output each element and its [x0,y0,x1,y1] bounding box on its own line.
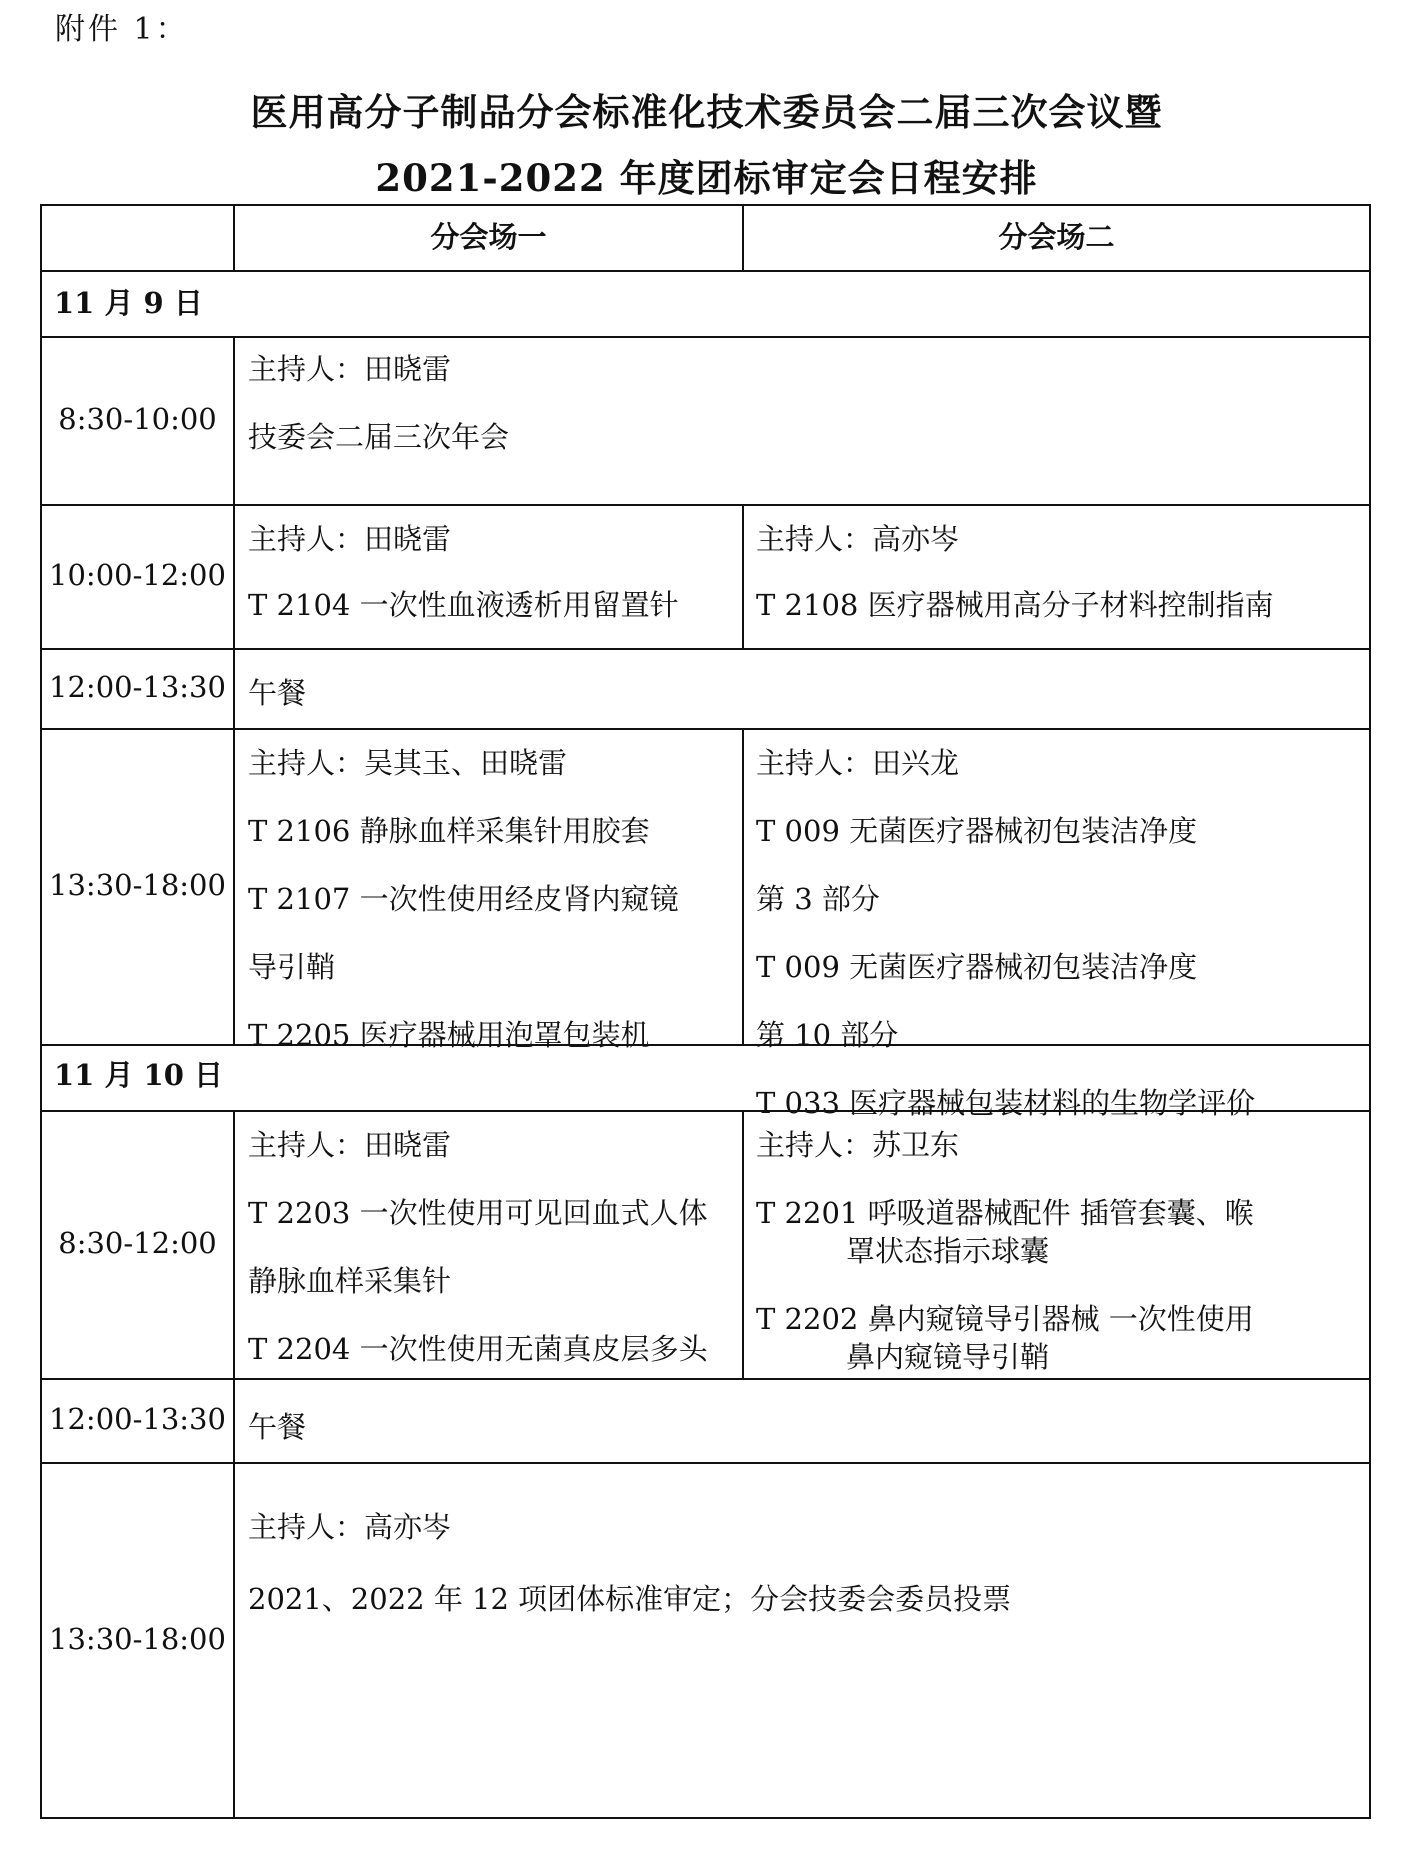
time-slot: 13:30-18:00 [49,1622,226,1656]
table-rule [40,1378,1371,1380]
session-item: T 2201 呼吸道器械配件 插管套囊、喉 [756,1196,1254,1230]
session-host: 主持人：吴其玉、田晓雷 [248,746,568,780]
table-rule [40,504,1371,506]
table-rule [40,1462,1371,1464]
session-item: 2021、2022 年 12 项团体标准审定；分会技委会委员投票 [248,1582,1012,1616]
schedule-table [40,204,1371,1819]
session-host: 主持人：田兴龙 [756,746,960,780]
document-title-line2: 2021-2022 年度团标审定会日程安排 [375,156,1038,200]
session-item: T 2107 一次性使用经皮肾内窥镜 [248,882,679,916]
session-item: T 2202 鼻内窥镜导引器械 一次性使用 [756,1302,1254,1336]
table-rule [233,1110,235,1819]
table-rule [40,1044,1371,1046]
session-host: 主持人：田晓雷 [248,1128,452,1162]
table-rule [40,204,1371,206]
session-host: 主持人：田晓雷 [248,352,452,386]
table-rule [742,504,744,648]
header-venue-2: 分会场二 [998,220,1115,254]
table-rule [40,648,1371,650]
session-item: 鼻内窥镜导引鞘 [846,1340,1050,1374]
session-item: T 2203 一次性使用可见回血式人体 [248,1196,708,1230]
session-item: T 2104 一次性血液透析用留置针 [248,588,679,622]
session-item: 第 10 部分 [756,1018,899,1052]
table-rule [742,1110,744,1378]
session-host: 主持人：田晓雷 [248,522,452,556]
session-host: 主持人：高亦岑 [756,522,960,556]
time-slot: 8:30-12:00 [58,1226,217,1260]
time-slot: 10:00-12:00 [49,558,226,592]
date-day-2: 11 月 10 日 [54,1058,224,1092]
table-rule [40,270,1371,272]
session-item: 第 3 部分 [756,882,880,916]
session-item: 罩状态指示球囊 [846,1234,1050,1268]
time-slot: 13:30-18:00 [49,868,226,902]
session-host: 主持人：苏卫东 [756,1128,960,1162]
table-rule [233,336,235,1044]
table-rule [40,204,42,1819]
session-item: 技委会二届三次年会 [248,420,510,454]
lunch-label: 午餐 [248,1410,307,1444]
time-slot: 12:00-13:30 [49,1402,226,1436]
session-item: 静脉血样采集针 [248,1264,452,1298]
table-rule [40,1817,1371,1819]
session-item: T 2108 医疗器械用高分子材料控制指南 [756,588,1274,622]
lunch-label: 午餐 [248,676,307,710]
table-rule [40,336,1371,338]
date-day-1: 11 月 9 日 [54,286,203,320]
session-item: T 2205 医疗器械用泡罩包装机 [248,1018,650,1052]
time-slot: 8:30-10:00 [58,402,217,436]
session-item: T 033 医疗器械包装材料的生物学评价 [756,1086,1256,1120]
session-item: T 2204 一次性使用无菌真皮层多头 [248,1332,708,1366]
venue2-afternoon-cell [744,730,1369,1120]
header-venue-1: 分会场一 [430,220,547,254]
document-title-line1: 医用高分子制品分会标准化技术委员会二届三次会议暨 [250,90,1163,134]
attachment-label: 附件 1： [55,12,189,47]
session-item: 导引鞘 [248,950,336,984]
session-host: 主持人：高亦岑 [248,1510,452,1544]
time-slot: 12:00-13:30 [49,670,226,704]
table-rule [1369,204,1371,1819]
session-item: T 2106 静脉血样采集针用胶套 [248,814,650,848]
session-item: T 009 无菌医疗器械初包装洁净度 [756,950,1198,984]
session-item: T 009 无菌医疗器械初包装洁净度 [756,814,1198,848]
